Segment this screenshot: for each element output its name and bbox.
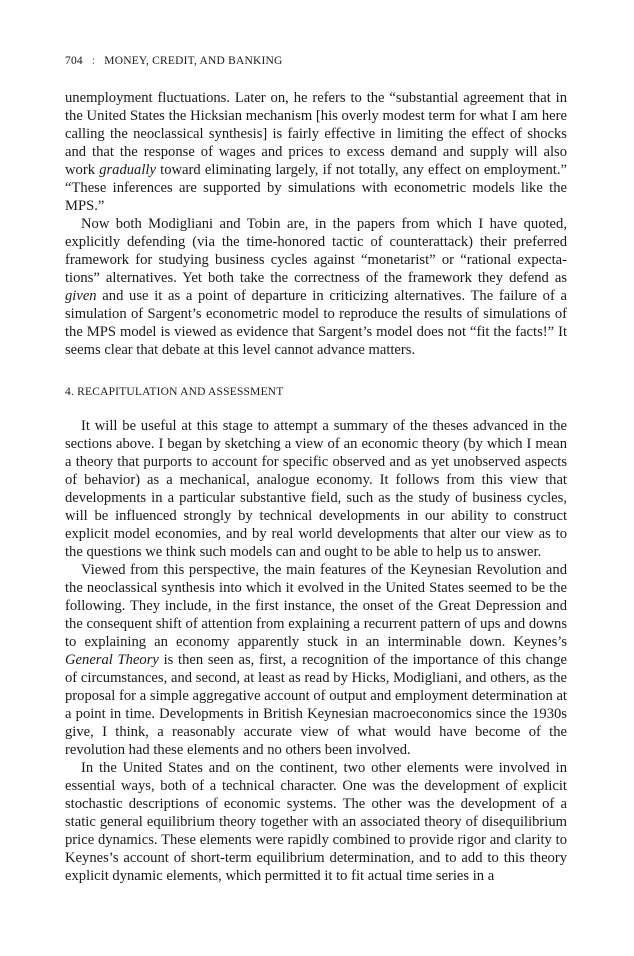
emphasis-general-theory: General Theory [65,652,159,668]
journal-title: MONEY, CREDIT, AND BANKING [104,55,283,67]
paragraph-5: In the United States and on the continent, two other elements were involved in essential ways, both of a technical character. One was the development of explicit stochastic descriptions of economic systems. The other was the development of a static general equilibrium theory together with an associated theory of disequilibrium price dynamics. These elements were rapidly combined to provide rigor and clarity to Keynes’s account of short-term equilibrium determination, and to add to this theory explicit dynamic elements, which permitted it to fit actual time series in a [65,760,567,884]
section-heading: 4. RECAPITULATION AND ASSESSMENT [65,386,284,398]
header-separator: : [91,55,96,67]
paragraph-3: It will be useful at this stage to attempt a summary of the theses advanced in the sections above. I began by sketching a view of an economic theory (by which I mean a theory that purports to account for specific observed and as yet unobserved aspects of behavior) as a mechanical, analogue economy. It follows from this view that developments in a particular substantive field, such as the study of business cycles, will be influenced strongly by technical developments in our ability to construct explicit model economies, and by real world developments that alter our view as to the questions we think such models can and ought to be able to help us to answer. [65,418,567,560]
page-number: 704 [65,55,83,67]
paragraph-4: Viewed from this perspective, the main features of the Keynesian Revolution and the neoclassical synthesis into which it evolved in the United States seemed to be the following. They include, in the first instance, the onset of the Great Depression and the consequent shift of attention from explaining a recurrent pattern of ups and downs to explaining an economy apparently stuck in an interminable down. Keynes’s General Theory is then seen as, first, a recognition of the importance of this change of circumstances, and second, at least as read by Hicks, Modigliani, and others, as the proposal for a simple aggregative account of output and employment determination at a point in time. Developments in British Keynesian macroeconomics since the 1930s give, I think, a reasonably accurate view of what would have become of the revolution had these elements and no others been involved. [65,562,567,758]
running-header [65,55,283,67]
emphasis-gradually: gradually [99,162,156,178]
paragraph-1: unemployment fluctuations. Later on, he refers to the “substantial agreement that in the United States the Hicksian mechanism [his overly modest term for what I am here calling the neoclassical synthesis] is fairly effective in limiting the effect of shocks and that the response of wages and prices to excess demand and supply will also work gradually toward eliminating largely, if not totally, any effect on employment.” “These inferences are supported by simulations with econometric models like the MPS.” [65,90,567,214]
paragraph-2: Now both Modigliani and Tobin are, in the papers from which I have quoted, explicitly defending (via the time-honored tactic of counterattack) their preferred framework for studying business cycles against “monetarist” or “rational expectations” alternatives. Yet both take the correctness of the framework they defend as given and use it as a point of departure in criticizing alternatives. The failure of a simulation of Sargent’s econometric model to reproduce the results of simulations of the MPS model is viewed as evidence that Sargent’s model does not “fit the facts!” It seems clear that debate at this level cannot advance matters. [65,216,567,358]
article-body [65,89,567,885]
emphasis-given: given [65,288,97,304]
